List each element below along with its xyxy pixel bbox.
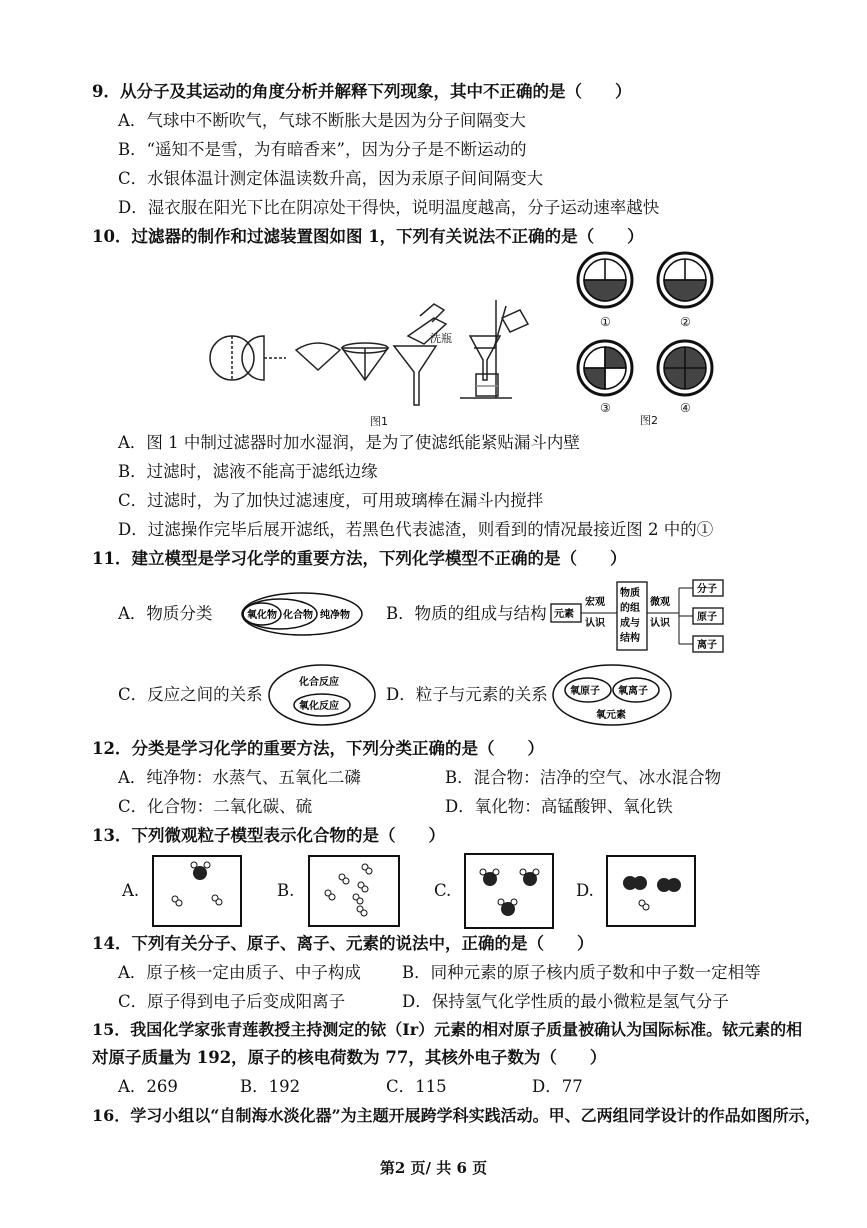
q13-box-b: [308, 855, 400, 927]
q9-option-d: D．湿衣服在阳光下比在阴凉处干得快，说明温度越高，分子运动速率越快: [118, 198, 660, 217]
svg-text:氧原子: 氧原子: [570, 686, 600, 697]
q11-a-diagram: [240, 590, 365, 638]
svg-text:原子: 原子: [697, 612, 717, 623]
q9-option-b: B．“遥知不是雪，为有暗香来”，因为分子是不断运动的: [118, 140, 527, 159]
q11-d-diagram: [550, 662, 675, 728]
svg-text:氧化反应: 氧化反应: [299, 701, 339, 712]
page-footer: 第2 页/ 共 6 页: [379, 1159, 488, 1177]
q10-stem: 10．过滤器的制作和过滤装置图如图 1，下列有关说法不正确的是（ ）: [92, 227, 644, 246]
svg-text:微观: 微观: [650, 597, 670, 608]
q15-option-a: A．269: [118, 1077, 178, 1096]
q13-box-a: [152, 855, 242, 927]
q13-box-c: [464, 853, 554, 929]
q10-option-d: D．过滤操作完毕后展开滤纸，若黑色代表滤渣，则看到的情况最接近图 2 中的①: [118, 520, 714, 539]
q15-stem-line1: 15．我国化学家张青莲教授主持测定的铱（Ir）元素的相对原子质量被确认为国际标准。铱元素的相: [92, 1020, 803, 1039]
q16-stem: 16．学习小组以“自制海水淡化器”为主题开展跨学科实践活动。甲、乙两组同学设计的作品如图所示，: [92, 1106, 821, 1125]
q11-option-c: C．反应之间的关系: [118, 685, 263, 704]
q12-option-d: D．氧化物：高锰酸钾、氧化铁: [445, 797, 673, 816]
q12-option-c: C．化合物：二氧化碳、硫: [118, 797, 313, 816]
q10-figures: [0, 240, 867, 440]
svg-text:纯净物: 纯净物: [320, 610, 350, 621]
q14-stem: 14．下列有关分子、原子、离子、元素的说法中，正确的是（ ）: [92, 934, 594, 953]
svg-text:物质: 物质: [620, 588, 640, 599]
q13-label-c: C.: [434, 881, 452, 900]
q15-option-c: C．115: [386, 1077, 447, 1096]
svg-text:氧离子: 氧离子: [618, 686, 648, 697]
q10-option-b: B．过滤时，滤液不能高于滤纸边缘: [118, 462, 378, 481]
q15-option-b: B．192: [240, 1077, 301, 1096]
svg-text:的组: 的组: [620, 603, 640, 614]
svg-text:认识: 认识: [650, 618, 670, 629]
q9-option-a: A．气球中不断吹气，气球不断胀大是因为分子间隔变大: [118, 111, 526, 130]
fig2-caption: 图2: [640, 414, 658, 427]
q13-label-b: B.: [277, 881, 295, 900]
svg-text:离子: 离子: [697, 640, 717, 651]
figure2-circles: [578, 253, 712, 395]
q13-label-a: A.: [122, 881, 140, 900]
q12-stem: 12．分类是学习化学的重要方法，下列分类正确的是（ ）: [92, 739, 544, 758]
svg-text:认识: 认识: [585, 618, 605, 629]
svg-text:氧化物: 氧化物: [247, 610, 277, 621]
svg-text:结构: 结构: [620, 633, 640, 644]
fig2-label-4: ④: [680, 401, 691, 415]
svg-text:氧元素: 氧元素: [596, 710, 626, 721]
fig2-label-3: ③: [600, 401, 611, 415]
fig2-label-2: ②: [680, 315, 691, 329]
q11-option-b: B．物质的组成与结构: [386, 604, 547, 623]
q12-option-b: B．混合物：洁净的空气、冰水混合物: [445, 768, 722, 787]
q15-option-d: D．77: [532, 1077, 583, 1096]
q13-stem: 13．下列微观粒子模型表示化合物的是（ ）: [92, 826, 445, 845]
svg-text:成与: 成与: [620, 618, 640, 629]
q9-stem: 9．从分子及其运动的角度分析并解释下列现象，其中不正确的是（ ）: [92, 82, 632, 101]
wash-bottle-label: 洗瓶: [430, 332, 452, 345]
q11-b-diagram: [549, 578, 729, 654]
q14-option-a: A．原子核一定由质子、中子构成: [118, 963, 361, 982]
q14-option-d: D．保持氢气化学性质的最小微粒是氢气分子: [402, 992, 729, 1011]
svg-text:元素: 元素: [554, 609, 574, 620]
svg-text:化合物: 化合物: [283, 610, 313, 621]
filter-paper-steps: [210, 300, 528, 405]
q14-option-c: C．原子得到电子后变成阳离子: [118, 992, 346, 1011]
q11-option-d: D．粒子与元素的关系: [386, 685, 548, 704]
q14-option-b: B．同种元素的原子核内质子数和中子数一定相等: [402, 963, 761, 982]
q11-option-a: A．物质分类: [118, 604, 213, 623]
q11-c-diagram: [266, 662, 378, 728]
svg-text:化合反应: 化合反应: [299, 677, 339, 688]
q13-label-d: D.: [576, 881, 594, 900]
q9-option-c: C．水银体温计测定体温读数升高，因为汞原子间间隔变大: [118, 169, 544, 188]
fig2-label-1: ①: [600, 315, 611, 329]
svg-text:宏观: 宏观: [585, 597, 605, 608]
svg-text:分子: 分子: [697, 584, 717, 595]
q10-option-c: C．过滤时，为了加快过滤速度，可用玻璃棒在漏斗内搅拌: [118, 491, 544, 510]
q12-option-a: A．纯净物：水蒸气、五氧化二磷: [118, 768, 361, 787]
q11-stem: 11．建立模型是学习化学的重要方法，下列化学模型不正确的是（ ）: [92, 549, 627, 568]
q13-box-d: [606, 855, 696, 927]
fig1-caption: 图1: [370, 415, 388, 428]
q15-stem-line2: 对原子质量为 192，原子的核电荷数为 77，其核外电子数为（ ）: [92, 1048, 607, 1067]
q10-option-a: A．图 1 中制过滤器时加水湿润，是为了使滤纸能紧贴漏斗内壁: [118, 433, 580, 452]
